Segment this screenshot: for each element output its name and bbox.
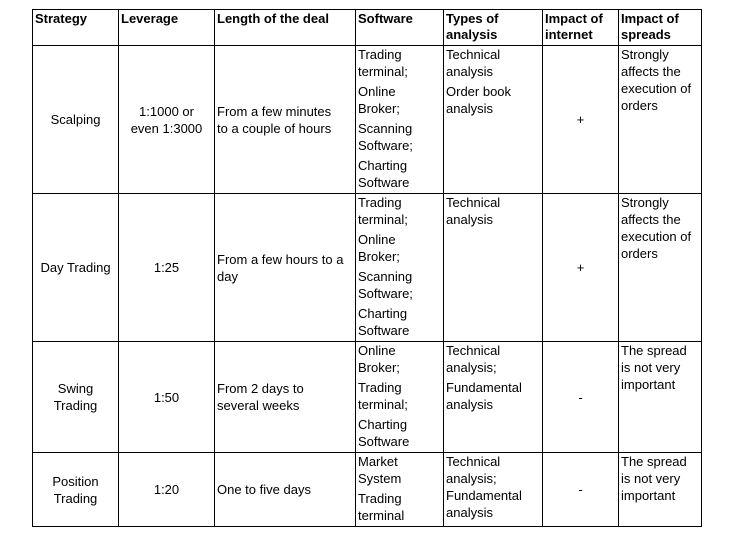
- leverage-text: 1:20: [153, 482, 180, 497]
- internet-impact-text: +: [576, 260, 585, 275]
- cell-spreads: [619, 342, 702, 453]
- leverage-text: 1:50: [153, 389, 180, 405]
- table-row: [33, 453, 702, 527]
- software-text: Trading: [358, 380, 402, 395]
- leverage-text: even 1:3000: [130, 120, 203, 136]
- software-text: Charting: [358, 158, 408, 173]
- spreads-text: important: [621, 377, 676, 392]
- length-text: day: [217, 268, 238, 284]
- leverage-text: 1:25: [153, 260, 180, 275]
- leverage-text: 1:1000 or: [139, 103, 194, 119]
- cell-analysis: [444, 194, 543, 342]
- header-leverage: Leverage: [119, 10, 215, 46]
- analysis-text: analysis: [446, 505, 493, 520]
- table-row: [33, 342, 702, 453]
- analysis-text: analysis: [446, 64, 493, 79]
- software-text: Software: [358, 434, 410, 449]
- software-text: Charting: [358, 306, 408, 321]
- cell-length: [215, 453, 356, 527]
- spreads-text: important: [621, 488, 676, 503]
- analysis-text: analysis: [446, 397, 493, 412]
- spreads-text: Strongly: [621, 47, 669, 62]
- software-text: Broker;: [358, 249, 400, 264]
- cell-software: [356, 194, 444, 342]
- cell-leverage: [119, 453, 215, 527]
- spreads-text: The spread: [621, 454, 687, 469]
- cell-analysis: [444, 342, 543, 453]
- cell-spreads: [619, 194, 702, 342]
- strategy-text: Day Trading: [40, 260, 111, 275]
- software-text: Broker;: [358, 360, 400, 375]
- software-text: Trading: [358, 47, 402, 62]
- header-software: Software: [356, 10, 444, 46]
- cell-leverage: [119, 342, 215, 453]
- header-internet: Impact of internet: [543, 10, 619, 46]
- cell-analysis: [444, 453, 543, 527]
- software-text: terminal;: [358, 397, 408, 412]
- length-text: several weeks: [217, 398, 300, 413]
- length-text: One to five days: [217, 482, 311, 497]
- length-text: From 2 days to: [217, 381, 304, 396]
- spreads-text: orders: [621, 246, 658, 261]
- strategy-text: Position: [52, 473, 99, 489]
- cell-length: [215, 342, 356, 453]
- cell-spreads: [619, 453, 702, 527]
- software-text: Scanning: [358, 121, 413, 136]
- analysis-text: Fundamental: [446, 488, 522, 503]
- cell-length: [215, 194, 356, 342]
- spreads-text: execution of: [621, 229, 692, 244]
- spreads-text: Strongly: [621, 195, 669, 210]
- software-text: Online: [358, 232, 396, 247]
- analysis-text: analysis: [446, 101, 493, 116]
- cell-strategy: [33, 453, 119, 527]
- software-text: Trading: [358, 195, 402, 210]
- analysis-text: Order book: [446, 84, 512, 99]
- software-text: Software;: [358, 138, 413, 153]
- cell-leverage: [119, 46, 215, 194]
- cell-spreads: [619, 46, 702, 194]
- internet-impact-text: -: [578, 389, 583, 405]
- spreads-text: affects the: [621, 212, 681, 227]
- software-text: Software;: [358, 286, 413, 301]
- cell-internet: [543, 194, 619, 342]
- cell-analysis: [444, 46, 543, 194]
- header-length: Length of the deal: [215, 10, 356, 46]
- cell-software: [356, 46, 444, 194]
- strategy-text: Scalping: [50, 112, 101, 127]
- analysis-text: analysis;: [446, 471, 497, 486]
- software-text: System: [358, 471, 402, 486]
- software-text: terminal;: [358, 212, 408, 227]
- header-strategy: Strategy: [33, 10, 119, 46]
- header-analysis: Types of analysis: [444, 10, 543, 46]
- analysis-text: analysis: [446, 212, 493, 227]
- software-text: Scanning: [358, 269, 413, 284]
- software-text: Software: [358, 323, 410, 338]
- software-text: Software: [358, 175, 410, 190]
- cell-internet: [543, 453, 619, 527]
- analysis-text: Technical: [446, 47, 501, 62]
- spreads-text: orders: [621, 98, 658, 113]
- cell-strategy: [33, 46, 119, 194]
- internet-impact-text: +: [576, 112, 585, 127]
- software-text: Online: [358, 343, 396, 358]
- spreads-text: is not very: [621, 471, 681, 486]
- strategy-table: [32, 9, 702, 527]
- spreads-text: execution of: [621, 81, 692, 96]
- spreads-text: affects the: [621, 64, 681, 79]
- analysis-text: Fundamental: [446, 380, 522, 395]
- internet-impact-text: -: [578, 482, 583, 497]
- analysis-text: Technical: [446, 195, 501, 210]
- length-text: to a couple of hours: [217, 120, 332, 136]
- table-row: [33, 194, 702, 342]
- length-text: From a few minutes: [217, 103, 332, 119]
- software-text: terminal: [358, 508, 405, 523]
- strategy-text: Swing: [57, 381, 94, 396]
- cell-strategy: [33, 194, 119, 342]
- cell-internet: [543, 46, 619, 194]
- spreads-text: is not very: [621, 360, 681, 375]
- strategy-text: Trading: [53, 490, 98, 506]
- software-text: Online: [358, 84, 396, 99]
- header-spreads: Impact of spreads: [619, 10, 702, 46]
- software-text: Charting: [358, 417, 408, 432]
- analysis-text: Technical: [446, 343, 501, 358]
- analysis-text: analysis;: [446, 360, 497, 375]
- analysis-text: Technical: [446, 454, 501, 469]
- software-text: Trading: [358, 491, 402, 506]
- spreads-text: The spread: [621, 343, 687, 358]
- header-row: [33, 10, 702, 46]
- cell-leverage: [119, 194, 215, 342]
- length-text: From a few hours to a: [217, 251, 344, 267]
- software-text: Market: [358, 454, 398, 469]
- cell-strategy: [33, 342, 119, 453]
- cell-internet: [543, 342, 619, 453]
- cell-length: [215, 46, 356, 194]
- cell-software: [356, 342, 444, 453]
- cell-software: [356, 453, 444, 527]
- strategy-text: Trading: [53, 398, 98, 413]
- software-text: Broker;: [358, 101, 400, 116]
- table-row: [33, 46, 702, 194]
- software-text: terminal;: [358, 64, 408, 79]
